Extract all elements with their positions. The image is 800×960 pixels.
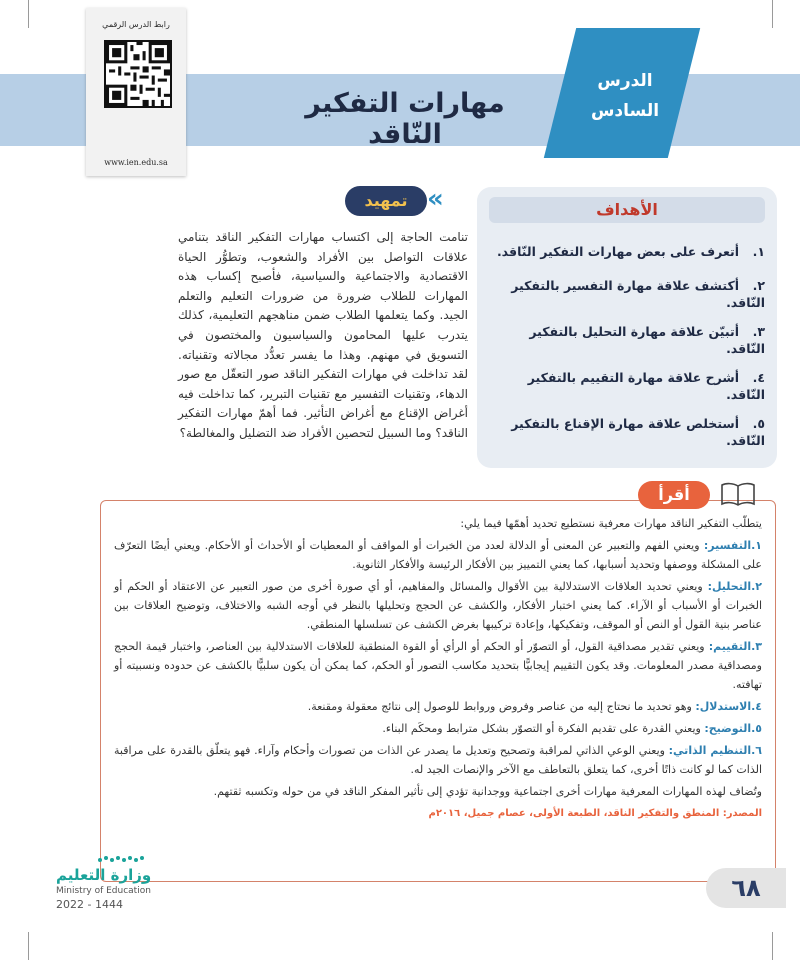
qr-code-icon[interactable] — [104, 40, 172, 108]
skill-text: ويعني تحديد العلاقات الاستدلالية بين الأقوال والمسائل والمفاهيم، أو أي صورة أخرى من صور التعبير عن الاعتقاد أو الحكم أو الخبرات أو الأسباب أو الآراء. كما يعني اختبار الأفكار، والكشف عن الحجج وتحليلها بالنظر في أوجه الشبه والاختلاف، وتوضيح العلاقات بين عناصر بنية القول أو النص أو الموقف، وتفكيكها، وإعادة تركيبها بغرض الكشف عن تسلسلها المنطقي. — [114, 580, 762, 631]
objective-number: ٢. — [752, 278, 765, 293]
objective-item — [495, 323, 765, 357]
skill-text: ويعني الوعي الذاتي لمراقبة وتصحيح وتعديل ما يصدر عن الذات من تصورات وأحكام وآراء. فهو يتعلّق بالقدرة على مراقبة الذات كما لو كانت ذاتًا أخرى، كما يتعلق بالتعاطف مع الآخر والإنصات الجيد له. — [114, 744, 762, 776]
skill-term: ٥.التوضيح: — [704, 722, 762, 735]
lesson-badge-label — [560, 66, 690, 126]
objective-item — [495, 415, 765, 449]
qr-label: رابط الدرس الرقمي — [102, 20, 170, 29]
badge-line-2: السادس — [590, 101, 660, 121]
crop-mark — [772, 932, 773, 960]
objectives-panel — [477, 187, 777, 468]
crop-mark — [28, 932, 29, 960]
skill-text: ويعني الفهم والتعبير عن المعنى أو الدلالة لعدد من الخبرات أو المواقف أو المعطيات أو الأحداث أو الأحكام. ويعني أيضًا التعرّف على المشكلة ووصفها وتحديد أسبابها، كما يعني التمييز بين الأفكار الرئيسة والأفكار الثانوية. — [114, 539, 762, 571]
objective-number: ١. — [752, 244, 765, 259]
objective-item — [495, 369, 765, 403]
objective-text: أستخلص علاقة مهارة الإقناع بالتفكير النّاقد. — [511, 416, 765, 448]
skill-term: ٣.التقييم: — [708, 640, 762, 653]
skill-item — [114, 719, 762, 738]
skill-text: ويعني تقدير مصداقية القول، أو التصوّر أو الحكم أو الرأي أو القوة المنطقية للعلاقات الاستدلالية بين العناصر، واختبار قيمة الحجج ومصداقية مصدر المعلومات. وقد يكون التقييم إيجابيًّا بتحديد مكاسب التصور أو الحكم، كما يمكن أن يكون سلبيًّا بالكشف عن حدوده ونسبيته أو تهافته. — [114, 640, 762, 691]
objective-text: أتبيّن علاقة مهارة التحليل بالتفكير النّاقد. — [529, 324, 765, 356]
book-icon — [720, 482, 756, 506]
skill-text: ويعني القدرة على تقديم الفكرة أو التصوّر بشكل مترابط ومحكَم البناء. — [382, 722, 705, 735]
intro-paragraph: تنامت الحاجة إلى اكتساب مهارات التفكير الناقد بتنامي علاقات التواصل بين الأفراد والشعوب، وتطوُّر الحياة الاقتصادية والاجتماعية والسياسية، فأصبح إكساب هذه المهارات للطلاب ضرورة من ضرورات التعليم والتعلم الجيد. وكما يتعلمها الطلاب ضمن مناهجهم التعليمية، كذلك يتدرب عليها المحامون والسياسيون والمختصون في التسويق في مهنهم. وهذا ما يفسر تعدُّد مجالاته وتقنياته. لقد تداخلت في مهارات التفكير الناقد صور التعقّل مع صور الدهاء، وتقنيات التفسير مع تقنيات التبرير، كما تداخلت فيه أغراض الإقناع مع أغراض التأثير. فما أهمّ مهارات التفكير الناقد؟ وما السبيل لتحصين الأفراد ضد التضليل والمغالطة؟ — [178, 230, 468, 440]
skill-term: ٦.التنظيم الذاتي: — [668, 744, 762, 757]
objective-item — [495, 277, 765, 311]
read-content — [114, 514, 762, 823]
read-closing: وتُضاف لهذه المهارات المعرفية مهارات أخرى اجتماعية ووجدانية تؤدي إلى تأثير المفكر الناقد في من حوله وتكسبه ثقتهم. — [213, 785, 762, 798]
read-lead: يتطلّب التفكير الناقد مهارات معرفية نستطيع تحديد أهمّها فيما يلي: — [460, 517, 762, 530]
skill-term: ١.التفسير: — [703, 539, 762, 552]
badge-line-1: الدرس — [597, 71, 653, 91]
skill-item — [114, 577, 762, 634]
skill-item — [114, 637, 762, 694]
chevron-left-icon: « — [427, 184, 444, 214]
crop-mark — [772, 0, 773, 28]
objective-number: ٣. — [752, 324, 765, 339]
page-number: ٦٨ — [706, 868, 786, 908]
edition-year: 2022 - 1444 — [56, 898, 123, 911]
source-citation: المصدر: المنطق والتفكير الناقد، الطبعة الأولى، عصام جميل، ٢٠١٦م — [428, 808, 762, 819]
read-label: أقرأ — [638, 481, 710, 509]
objectives-title: الأهداف — [489, 197, 765, 223]
intro-label: تمهيد — [345, 186, 427, 216]
ministry-name-english: Ministry of Education — [56, 886, 151, 896]
qr-card[interactable] — [86, 8, 186, 176]
page-title: مهارات التفكير النّاقد — [305, 88, 505, 150]
skill-term: ٢.التحليل: — [707, 580, 762, 593]
objective-text: أتعرف على بعض مهارات التفكير النّاقد. — [496, 244, 739, 259]
skill-text: وهو تحديد ما نحتاج إليه من عناصر وفروض وروابط للوصول إلى نتائج معقولة ومقنعة. — [307, 700, 696, 713]
skill-item — [114, 741, 762, 779]
crop-mark — [28, 0, 29, 28]
skill-term: ٤.الاستدلال: — [695, 700, 762, 713]
ministry-name-arabic: وزارة التعليم — [56, 866, 152, 884]
qr-url[interactable]: www.ien.edu.sa — [104, 158, 168, 167]
objective-text: أشرح علاقة مهارة التقييم بالتفكير النّاقد. — [527, 370, 765, 402]
skill-item — [114, 697, 762, 716]
objective-number: ٤. — [752, 370, 765, 385]
objective-number: ٥. — [752, 416, 765, 431]
objective-item — [495, 243, 765, 260]
objective-text: أكتشف علاقة مهارة التفسير بالتفكير النّاقد. — [511, 278, 765, 310]
skill-item — [114, 536, 762, 574]
